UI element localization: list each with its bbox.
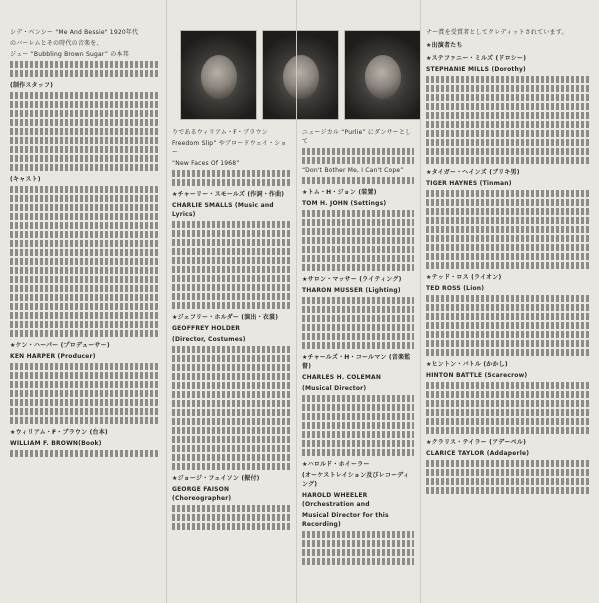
text-line	[10, 267, 160, 274]
text-line	[172, 239, 290, 246]
text-line	[172, 382, 290, 389]
text-line	[426, 94, 591, 101]
text-line	[10, 363, 160, 370]
text-line	[426, 244, 591, 251]
text-line	[10, 195, 160, 202]
text-line	[426, 295, 591, 302]
text-line	[426, 400, 591, 407]
text-line	[302, 264, 414, 271]
text-line	[172, 523, 290, 530]
text-line	[426, 487, 591, 494]
section-heading: ★ジェフリー・ホルダー (演出・衣裳)	[172, 314, 279, 321]
text-line	[10, 186, 160, 193]
text-line: ニュージカル “Purlie” にダンサーとして	[302, 129, 412, 145]
text-line	[426, 217, 591, 224]
text-line	[302, 324, 414, 331]
section-heading: ★テッド・ロス (ライオン)	[426, 274, 502, 281]
text-line	[172, 463, 290, 470]
text-line	[302, 255, 414, 262]
text-line	[172, 436, 290, 443]
text-line	[10, 303, 160, 310]
face	[283, 55, 319, 99]
column-1	[10, 28, 160, 459]
text-line: のバーレムとその時代の音楽を、	[10, 40, 103, 47]
text-line	[302, 449, 414, 456]
text-line	[302, 549, 414, 556]
portrait-photo	[344, 30, 421, 120]
section-heading: ★タイガー・ヘインズ (ブリキ男)	[426, 169, 520, 176]
text-line	[172, 400, 290, 407]
text-line	[302, 531, 414, 538]
text-line	[302, 558, 414, 565]
text-line	[10, 390, 160, 397]
text-line	[172, 284, 290, 291]
text-line	[426, 112, 591, 119]
section-heading: ★チャールズ・H・コールマン (音楽監督)	[302, 354, 411, 370]
section-heading: ★ウィリアム・F・ブラウン (台本)	[10, 429, 108, 436]
text-line: “Don't Bother Me, I Can't Cope”	[302, 167, 404, 174]
text-line	[10, 119, 160, 126]
text-line	[302, 246, 414, 253]
text-line	[10, 204, 160, 211]
text-line	[10, 399, 160, 406]
text-line	[426, 85, 591, 92]
text-line: ジュー “Bubbling Brown Sugar” の本邦	[10, 51, 129, 58]
text-line	[302, 315, 414, 322]
text-line	[302, 422, 414, 429]
text-line: ナー賞を受賞者としてクレディットされています。	[426, 29, 568, 36]
text-line	[426, 148, 591, 155]
text-line	[10, 213, 160, 220]
text-line	[172, 418, 290, 425]
text-line	[302, 177, 414, 184]
text-line	[426, 235, 591, 242]
text-line	[426, 139, 591, 146]
text-line	[426, 262, 591, 269]
text-line	[10, 276, 160, 283]
text-line	[302, 157, 414, 164]
name-line: CHARLIE SMALLS (Music and Lyrics)	[172, 202, 274, 218]
text-line	[302, 333, 414, 340]
text-line	[426, 427, 591, 434]
text-line: りであるウィリアム・F・ブラウン	[172, 129, 268, 136]
section-heading: ★ハロルド・ホイーラー	[302, 461, 370, 468]
section-heading: ★ステファニー・ミルズ (ドロシー)	[426, 55, 527, 62]
name-line: HAROLD WHEELER (Orchestration and	[302, 492, 370, 508]
text-line	[172, 373, 290, 380]
role-line: (Musical Director)	[302, 385, 367, 392]
section-heading: ★トム・H・ジョン (装置)	[302, 189, 377, 196]
column-2	[172, 128, 290, 532]
name-line: GEOFFREY HOLDER	[172, 325, 241, 332]
text-line	[302, 148, 414, 155]
text-line	[172, 391, 290, 398]
text-line	[172, 355, 290, 362]
text-line	[10, 101, 160, 108]
text-line	[10, 417, 160, 424]
text-line	[426, 199, 591, 206]
text-line	[426, 469, 591, 476]
text-line	[172, 302, 290, 309]
text-line	[10, 372, 160, 379]
text-line	[10, 137, 160, 144]
text-line	[10, 110, 160, 117]
text-line	[426, 253, 591, 260]
text-line	[426, 418, 591, 425]
text-line	[302, 306, 414, 313]
text-line	[10, 258, 160, 265]
text-line	[10, 155, 160, 162]
role-line: (オーケストレイション及びレコーディング)	[302, 472, 410, 488]
text-line	[10, 240, 160, 247]
text-line	[10, 381, 160, 388]
text-line: “New Faces Of 1968”	[172, 160, 240, 167]
text-line	[426, 313, 591, 320]
section-heading: ★出演者たち	[426, 42, 463, 49]
name-line: WILLIAM F. BROWN(Book)	[10, 440, 102, 447]
text-line	[426, 322, 591, 329]
text-line	[426, 76, 591, 83]
text-line	[10, 312, 160, 319]
text-line	[302, 297, 414, 304]
face	[365, 55, 401, 99]
column-3	[302, 128, 414, 567]
text-line	[10, 330, 160, 337]
text-line	[302, 395, 414, 402]
text-line	[426, 190, 591, 197]
text-line	[10, 408, 160, 415]
name-line: CHARLES H. COLEMAN	[302, 374, 382, 381]
name-line: TED ROSS (Lion)	[426, 285, 485, 292]
text-line	[426, 208, 591, 215]
text-line	[302, 219, 414, 226]
text-line	[302, 342, 414, 349]
face	[201, 55, 237, 99]
text-line: Freedom Slip” やブロードウェイ・ショー	[172, 140, 287, 156]
text-line	[10, 61, 160, 68]
text-line	[172, 230, 290, 237]
name-line: TOM H. JOHN (Settings)	[302, 200, 387, 207]
text-line	[172, 346, 290, 353]
text-line	[172, 257, 290, 264]
column-divider	[296, 0, 297, 603]
text-line	[10, 128, 160, 135]
text-line	[10, 249, 160, 256]
text-line	[302, 431, 414, 438]
section-heading: ★ケン・ハーパー (プロデューサー)	[10, 342, 110, 349]
text-line	[10, 146, 160, 153]
name-line: HINTON BATTLE (Scarecrow)	[426, 372, 528, 379]
text-line	[172, 221, 290, 228]
text-line	[426, 409, 591, 416]
text-line	[426, 478, 591, 485]
text-line	[172, 275, 290, 282]
text-line	[10, 285, 160, 292]
name-line: CLARICE TAYLOR (Addaperle)	[426, 450, 530, 457]
text-line	[426, 340, 591, 347]
name-line: STEPHANIE MILLS (Dorothy)	[426, 66, 526, 73]
text-line	[172, 266, 290, 273]
text-line: シデ・ベンシー "Me And Bessie" 1920年代	[10, 29, 139, 36]
text-line	[426, 103, 591, 110]
section-heading: (キャスト)	[10, 176, 41, 183]
text-line	[10, 92, 160, 99]
column-4	[426, 28, 591, 496]
text-line	[10, 321, 160, 328]
section-heading: ★チャーリー・スモールズ (作詞・作曲)	[172, 191, 285, 198]
text-line	[172, 179, 290, 186]
text-line	[10, 70, 160, 77]
section-heading: ★クラリス・テイラー (アデーペル)	[426, 439, 527, 446]
text-line	[302, 237, 414, 244]
text-line	[302, 228, 414, 235]
text-line	[172, 445, 290, 452]
role-line: (Director, Costumes)	[172, 336, 246, 343]
text-line	[426, 121, 591, 128]
text-line	[426, 460, 591, 467]
text-line	[302, 404, 414, 411]
text-line	[172, 170, 290, 177]
text-line	[10, 294, 160, 301]
text-line	[10, 231, 160, 238]
text-line	[172, 454, 290, 461]
text-line	[10, 164, 160, 171]
role-line: Musical Director for this Recording)	[302, 512, 389, 528]
text-line	[426, 391, 591, 398]
column-divider	[166, 0, 167, 603]
name-line: GEORGE FAISON (Choreographer)	[172, 486, 232, 502]
text-line	[302, 413, 414, 420]
portrait-photo	[262, 30, 339, 120]
text-line	[426, 331, 591, 338]
section-heading: (制作スタッフ)	[10, 82, 54, 89]
text-line	[172, 409, 290, 416]
section-heading: ★ヒントン・バトル (かかし)	[426, 361, 508, 368]
portrait-photo	[180, 30, 257, 120]
text-line	[172, 514, 290, 521]
text-line	[426, 382, 591, 389]
section-heading: ★サロン・マッサー (ライティング)	[302, 276, 402, 283]
name-line: KEN HARPER (Producer)	[10, 353, 96, 360]
text-line	[302, 440, 414, 447]
text-line	[172, 427, 290, 434]
text-line	[172, 293, 290, 300]
name-line: THARON MUSSER (Lighting)	[302, 287, 401, 294]
text-line	[426, 130, 591, 137]
text-line	[426, 304, 591, 311]
section-heading: ★ジョージ・フェイソン (振付)	[172, 475, 260, 482]
text-line	[172, 364, 290, 371]
text-line	[172, 248, 290, 255]
name-line: TIGER HAYNES (Tinman)	[426, 180, 512, 187]
text-line	[10, 222, 160, 229]
text-line	[426, 226, 591, 233]
text-line	[302, 210, 414, 217]
text-line	[426, 157, 591, 164]
text-line	[10, 450, 160, 457]
text-line	[302, 540, 414, 547]
text-line	[172, 505, 290, 512]
column-divider	[420, 0, 421, 603]
text-line	[426, 349, 591, 356]
